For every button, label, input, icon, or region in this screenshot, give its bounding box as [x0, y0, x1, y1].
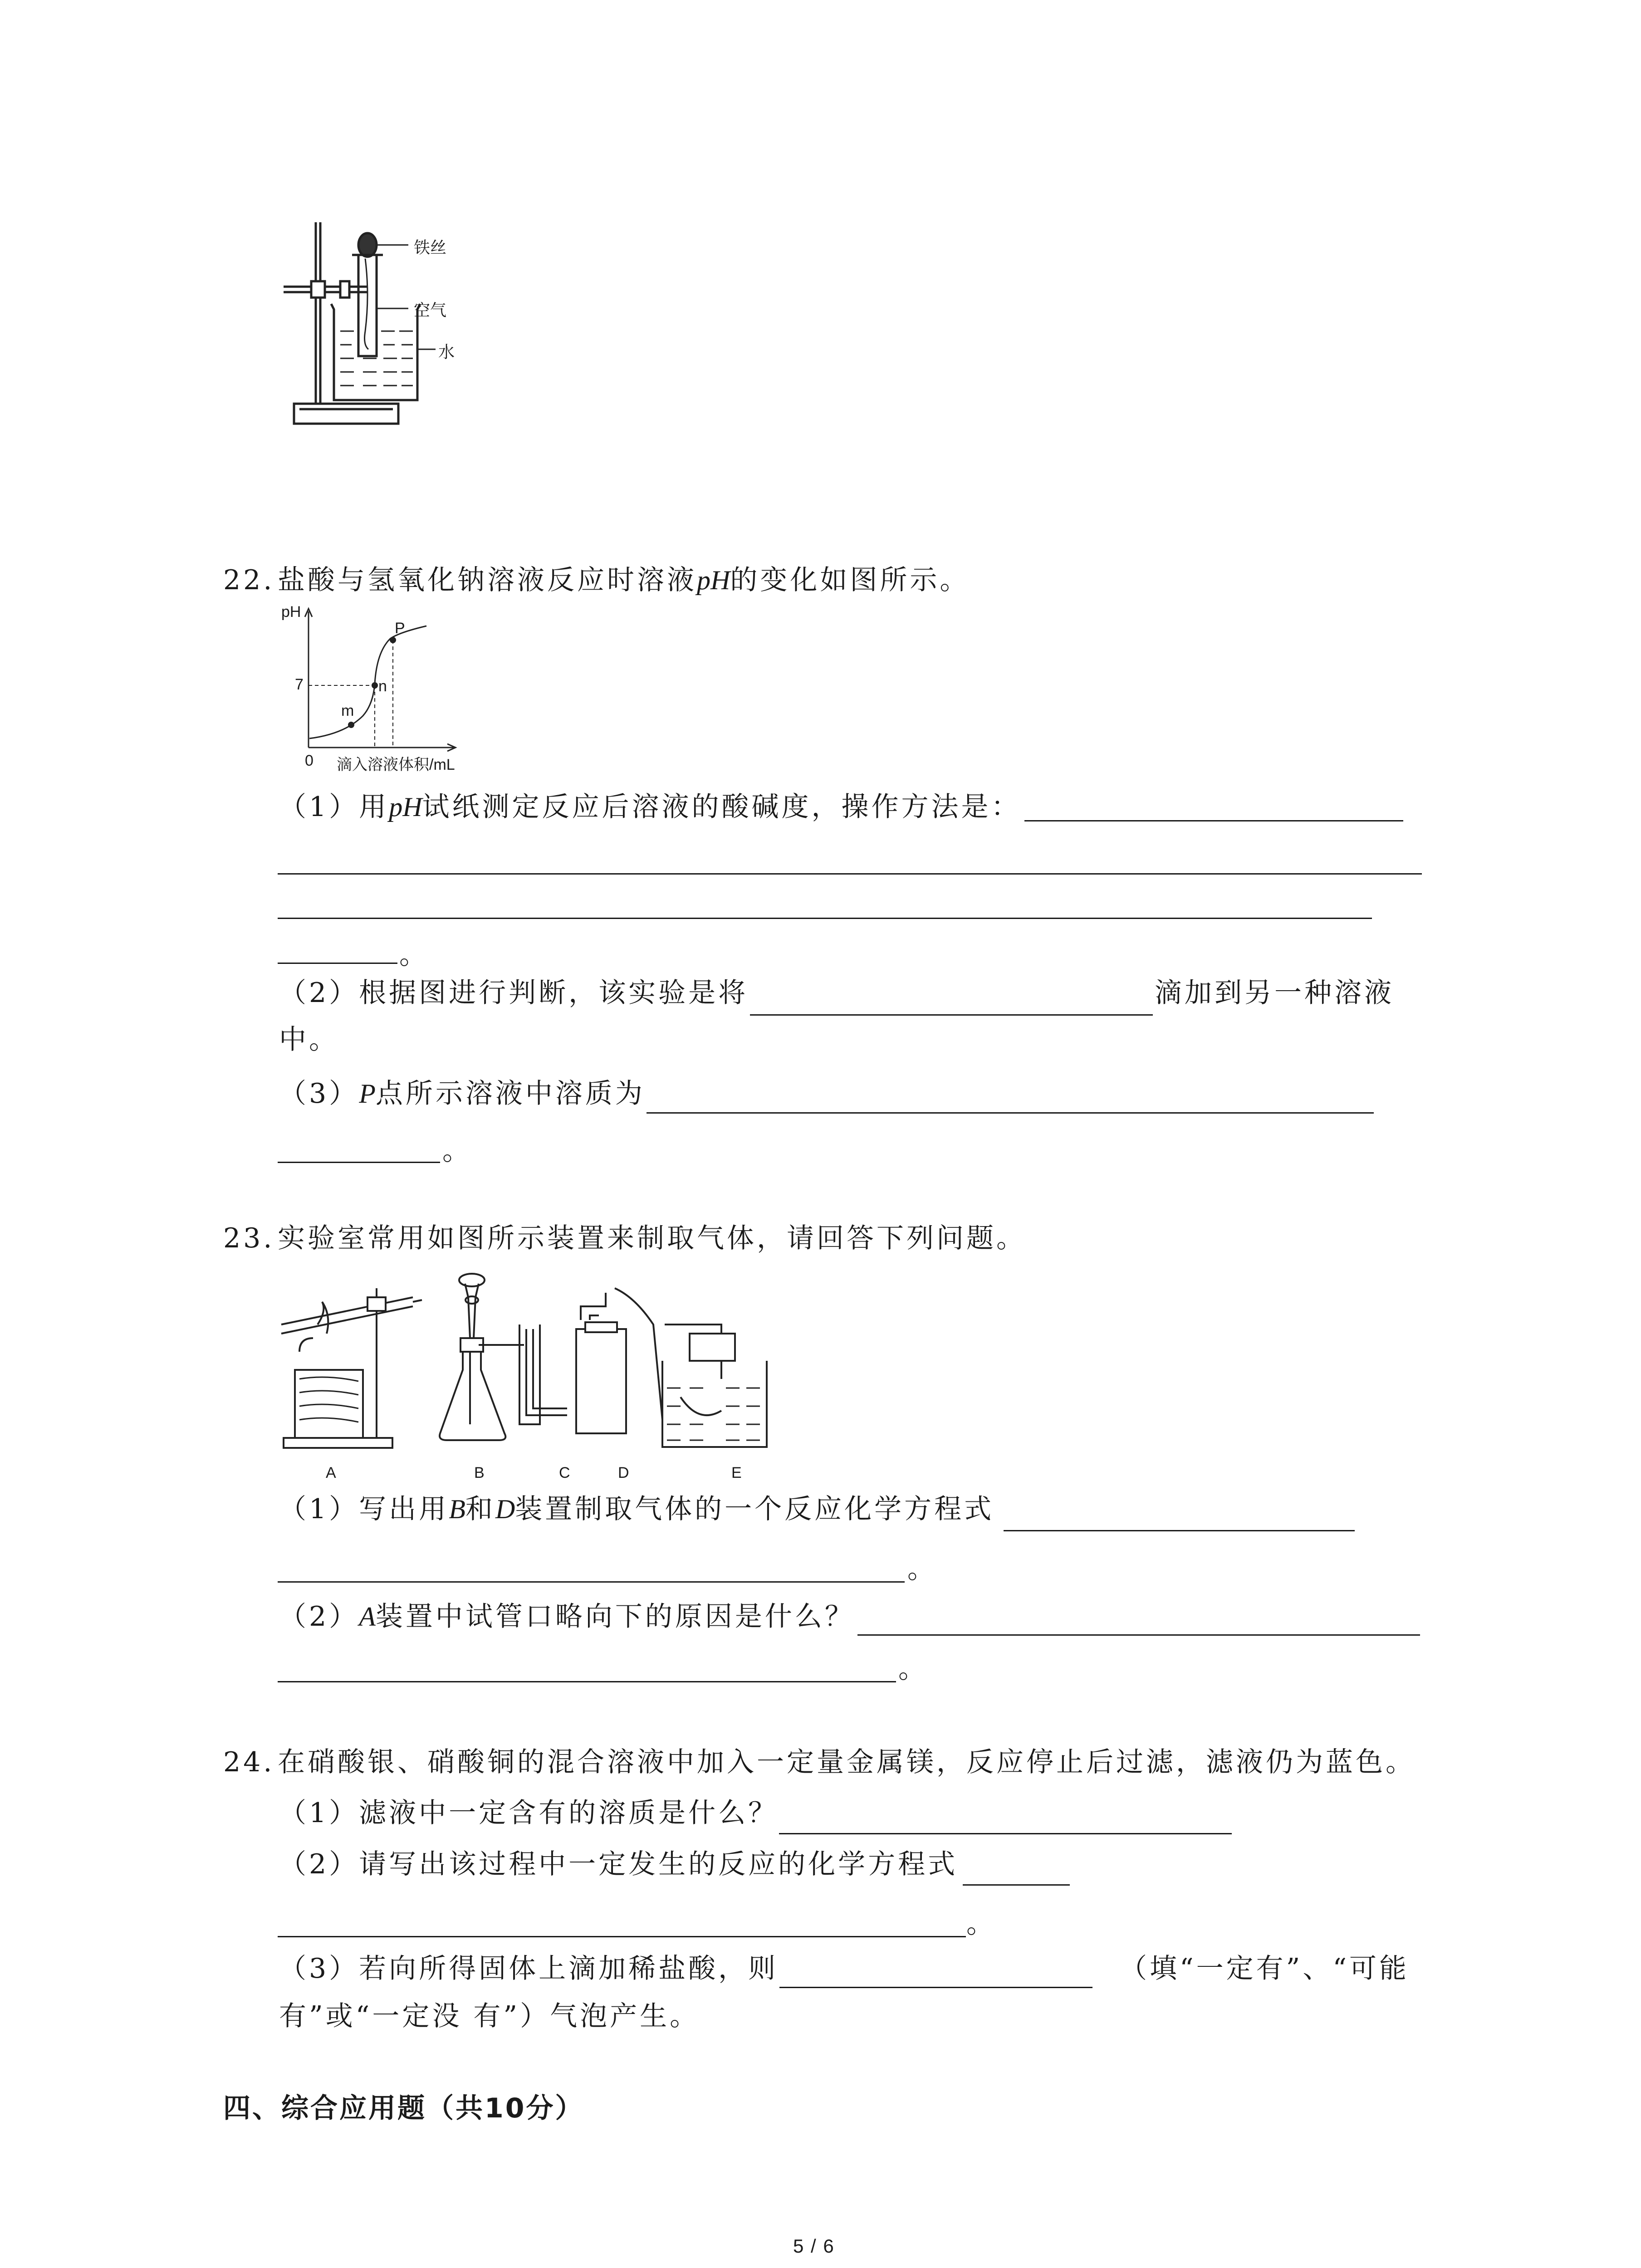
- q23-part2-text: （2）A装置中试管口略向下的原因是什么？: [279, 1601, 855, 1633]
- gas-apparatus-figure: [272, 1270, 817, 1461]
- q24-part2-text: （2）请写出该过程中一定发生的反应的化学方程式: [279, 1848, 958, 1880]
- q22-part2-text-b: 滴加到另一种溶液: [1155, 977, 1394, 1009]
- q24-part1-text: （1）滤液中一定含有的溶质是什么？: [279, 1797, 779, 1829]
- point-n-dot: [372, 682, 378, 689]
- q22-part1-text: （1）用pH试纸测定反应后溶液的酸碱度，操作方法是：: [279, 791, 1021, 823]
- apparatus-label-d: D: [618, 1464, 629, 1481]
- q23-part1-answer-line-2[interactable]: [278, 1581, 905, 1583]
- q22-part2-answer-line[interactable]: [750, 1014, 1153, 1016]
- q24-stem: 在硝酸银、硝酸铜的混合溶液中加入一定量金属镁，反应停止后过滤，滤液仍为蓝色。: [278, 1746, 1416, 1778]
- chart-y-tick-7: 7: [295, 676, 304, 693]
- apparatus-label-e: E: [731, 1464, 742, 1481]
- page-number: 5 / 6: [793, 2235, 835, 2257]
- q24-part2-answer-line-2[interactable]: [278, 1936, 966, 1937]
- apparatus-label-c: C: [559, 1464, 570, 1481]
- q22-part1-answer-line-4[interactable]: [278, 963, 397, 964]
- q23-stem: 实验室常用如图所示装置来制取气体，请回答下列问题。: [278, 1222, 1026, 1254]
- q22-part3-answer-line-2[interactable]: [278, 1162, 440, 1163]
- chart-y-axis-label: pH: [281, 603, 301, 621]
- q24-number: 24.: [223, 1746, 275, 1778]
- iron-wire-apparatus-figure: [272, 213, 508, 431]
- q22-part3-end: 。: [442, 1135, 472, 1167]
- q22-part1-end: 。: [399, 939, 429, 971]
- q22-stem: 盐酸与氢氧化钠溶液反应时溶液pH的变化如图所示。: [278, 564, 970, 596]
- q23-part1-end: 。: [907, 1553, 937, 1585]
- q24-part3-text-a: （3）若向所得固体上滴加稀盐酸，则: [279, 1953, 779, 1984]
- label-iron-wire: 铁丝: [414, 239, 447, 257]
- chart-point-n: n: [378, 678, 387, 695]
- q24-part3-answer-line[interactable]: [779, 1987, 1092, 1988]
- q22-part2-text-a: （2）根据图进行判断，该实验是将: [279, 977, 749, 1009]
- q22-number: 22.: [223, 564, 275, 596]
- q24-part3-text-c: 有”或“一定没 有”）气泡产生。: [279, 2000, 700, 2032]
- q22-part3-text: （3）P点所示溶液中溶质为: [279, 1078, 645, 1110]
- q24-part2-end: 。: [966, 1908, 996, 1940]
- q24-part2-answer-line-1[interactable]: [963, 1884, 1070, 1886]
- apparatus-label-a: A: [326, 1464, 336, 1481]
- chart-point-m: m: [341, 702, 354, 719]
- q22-part1-answer-line-2[interactable]: [278, 873, 1422, 875]
- q22-part1-answer-line-1[interactable]: [1024, 820, 1403, 821]
- label-air: 空气: [414, 301, 447, 320]
- chart-point-p: P: [395, 620, 405, 637]
- chart-origin-label: 0: [305, 752, 314, 769]
- section-4-title: 四、综合应用题（共10分）: [223, 2092, 584, 2124]
- point-p-dot: [390, 637, 396, 643]
- q23-part1-answer-line-1[interactable]: [1004, 1530, 1355, 1531]
- q22-part1-answer-line-3[interactable]: [278, 918, 1372, 919]
- q23-number: 23.: [223, 1222, 275, 1254]
- q24-part1-answer-line[interactable]: [779, 1833, 1232, 1834]
- q24-part3-text-b: （填“一定有”、“可能: [1120, 1953, 1410, 1984]
- q23-part2-end: 。: [898, 1653, 928, 1685]
- ph-curve-line: [309, 626, 426, 738]
- q22-part3-answer-line-1[interactable]: [647, 1112, 1374, 1114]
- apparatus-label-b: B: [474, 1464, 485, 1481]
- label-water: 水: [438, 343, 455, 362]
- q23-part2-answer-line-2[interactable]: [278, 1681, 896, 1682]
- q23-part2-answer-line-1[interactable]: [857, 1634, 1420, 1636]
- point-m-dot: [348, 722, 354, 728]
- q22-part2-text-c: 中。: [279, 1024, 339, 1056]
- q23-part1-text: （1）写出用B和D装置制取气体的一个反应化学方程式: [279, 1493, 994, 1525]
- chart-x-axis-label: 滴入溶液体积/mL: [337, 756, 455, 773]
